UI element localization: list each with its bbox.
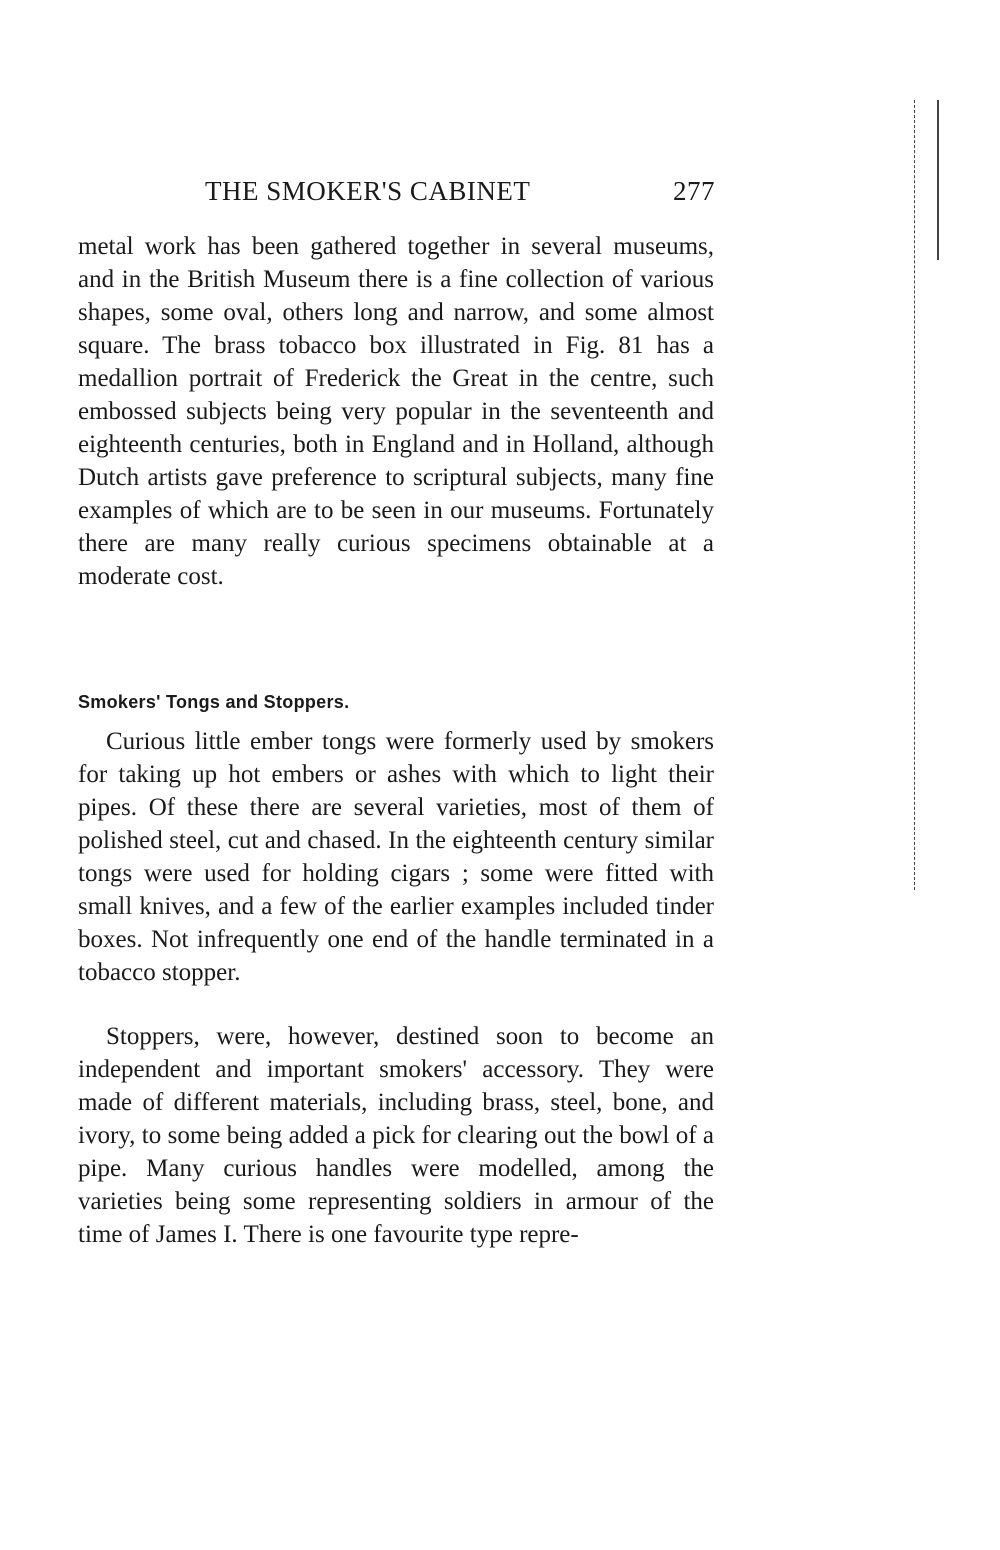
text-block-tongs (78, 725, 714, 989)
section-heading: Smokers' Tongs and Stoppers. (78, 692, 350, 712)
running-head (205, 176, 715, 212)
text-block-stoppers (78, 1020, 714, 1251)
scan-margin-line (914, 100, 915, 890)
text-block-continued (78, 230, 714, 593)
paragraph-stoppers: Stoppers, were, however, destined soon to become an independent and important smokers' accessory. They were made of different materials, including brass, steel, bone, and ivory, to some being added a pick for clearing out the bowl of a pipe. Many curious handles were modelled, among the varieties being some representing soldiers in armour of the time of James I. There is one favourite type repre- (78, 1023, 714, 1248)
page-number: 277 (673, 176, 715, 206)
paragraph-continued: metal work has been gathered together in several museums, and in the British Museum there is a fine collection of various shapes, some oval, others long and narrow, and some almost square. The brass tobacco box illustrated in Fig. 81 has a medallion portrait of Frederick the Great in the centre, such embossed subjects being very popular in the seventeenth and eighteenth centuries, both in England and in Holland, although Dutch artists gave preference to scriptural subjects, many fine examples of which are to be seen in our museums. Fortunately there are many really curious specimens obtainable at a moderate cost. (78, 233, 714, 590)
scan-margin-line (937, 100, 939, 260)
running-head-title: THE SMOKER'S CABINET (205, 176, 531, 206)
paragraph-tongs: Curious little ember tongs were formerly used by smokers for taking up hot embers or ashes with which to light their pipes. Of these there are several varieties, most of them of polished steel, cut and chased. In the eighteenth century similar tongs were used for holding cigars ; some were fitted with small knives, and a few of the earlier examples included tinder boxes. Not infrequently one end of the handle terminated in a tobacco stopper. (78, 728, 714, 986)
